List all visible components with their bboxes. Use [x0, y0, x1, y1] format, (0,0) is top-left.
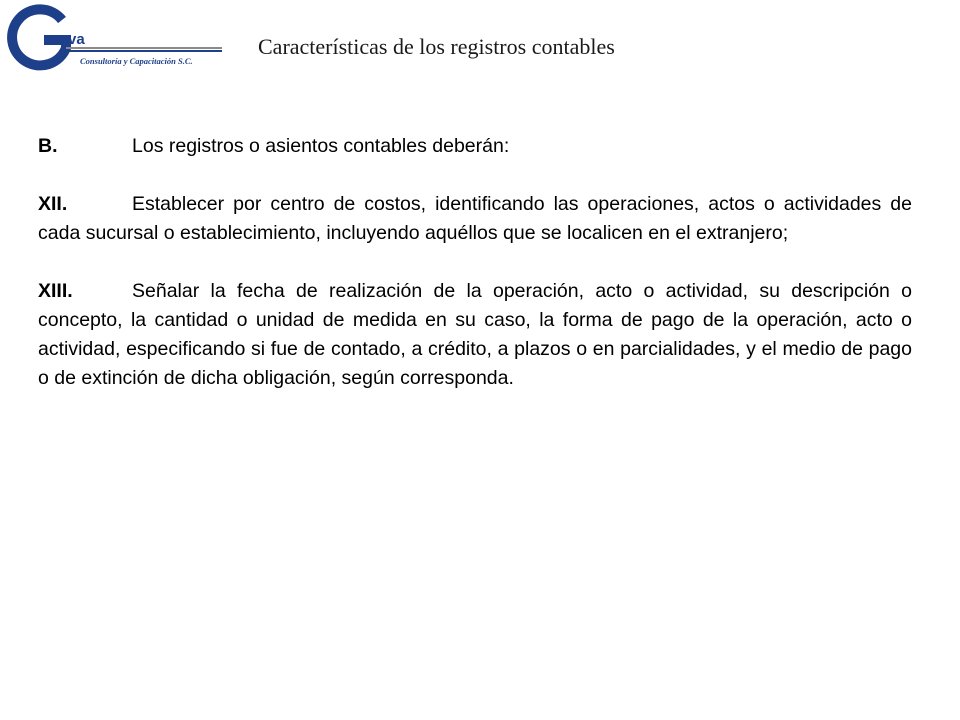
logo-letters-va: va — [68, 31, 85, 48]
company-logo — [4, 4, 228, 74]
logo-g-shape — [12, 9, 66, 65]
item-text-xiii: Señalar la fecha de realización de la operación, acto o actividad, su descripción o concepto, la cantidad o unidad de medida en su caso, la forma de pago de la operación, acto o actividad, especificando si fue de contado, a crédito, a plazos o en parcialidades, y el medio de pago o de extinción de dicha obligación, según corresponda. — [38, 280, 912, 389]
item-label-xiii: XIII. — [38, 280, 73, 302]
item-paragraph-xiii — [38, 277, 912, 393]
intro-label: B. — [38, 135, 58, 157]
item-text-xii: Establecer por centro de costos, identificando las operaciones, actos o actividades de cada sucursal o establecimiento, incluyendo aquéllos que se localicen en el extranjero; — [38, 193, 912, 244]
slide-title: Características de los registros contables — [258, 34, 615, 59]
item-paragraph-xii — [38, 190, 912, 248]
logo-caption: Consultoría y Capacitación S.C. — [80, 56, 193, 66]
item-label-xii: XII. — [38, 193, 68, 215]
content-body — [38, 132, 912, 422]
intro-paragraph — [38, 132, 912, 161]
intro-text: Los registros o asientos contables deberán: — [132, 135, 510, 157]
